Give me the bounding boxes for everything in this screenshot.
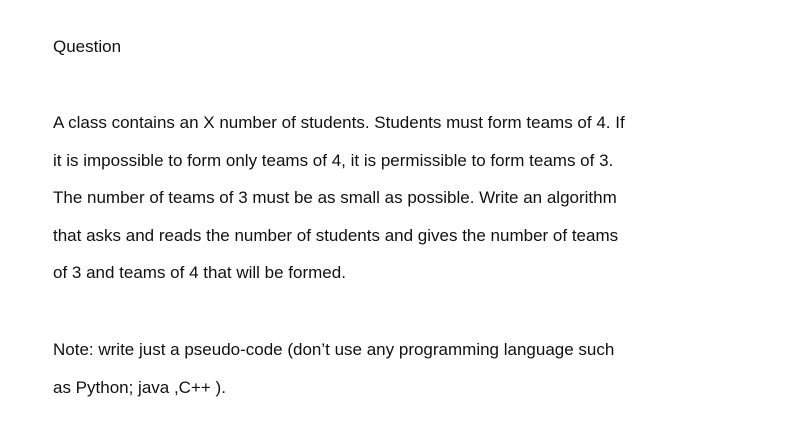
question-paragraph xyxy=(53,112,753,300)
note-line: Note: write just a pseudo-code (don’t use any programming language such xyxy=(53,340,615,359)
question-line: The number of teams of 3 must be as small as possible. Write an algorithm xyxy=(53,188,617,207)
question-line: that asks and reads the number of students and gives the number of teams xyxy=(53,225,619,245)
question-heading: Question xyxy=(53,37,122,56)
question-line: A class contains an X number of students. Students must form teams of 4. If xyxy=(53,113,625,132)
question-line: it is impossible to form only teams of 4, it is permissible to form teams of 3. xyxy=(53,150,614,170)
note-line: as Python; java ,C++ ). xyxy=(53,377,226,397)
note-paragraph xyxy=(53,339,753,414)
question-line: of 3 and teams of 4 that will be formed. xyxy=(53,263,346,282)
